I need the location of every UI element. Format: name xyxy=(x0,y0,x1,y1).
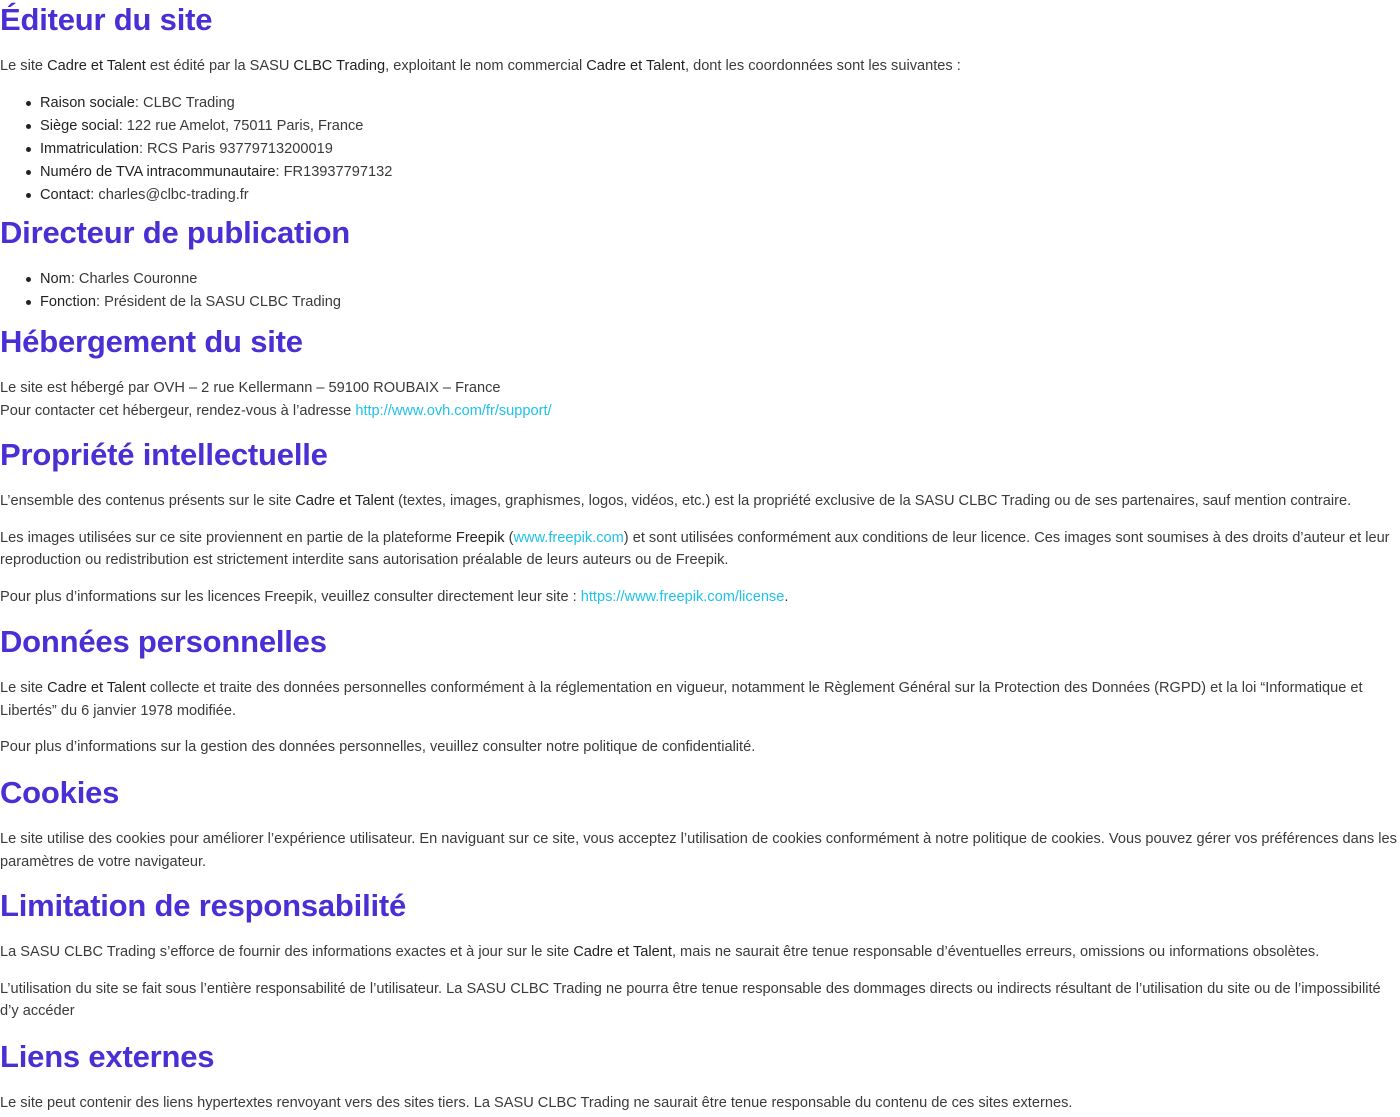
text: Pour plus d’informations sur les licences Freepik, veuillez consulter directement leur site : xyxy=(0,588,581,605)
hosting-address: Le site est hébergé par OVH – 2 rue Kellermann – 59100 ROUBAIX – France xyxy=(0,380,501,396)
section-limitation xyxy=(0,886,1400,1023)
item-label: Numéro de TVA intracommunautaire xyxy=(40,163,276,180)
item-label: Nom xyxy=(40,271,71,287)
item-label: Fonction xyxy=(40,294,96,310)
text: collecte et traite des données personnelles conformément à la réglementation en vigueur, notamment le Règlement Général sur la Protection des Données (RGPD) et la loi “Informatique et Libertés” du 6 janvier 1978 modifiée. xyxy=(0,680,1363,719)
text: . xyxy=(784,588,789,605)
text: est édité par la SASU xyxy=(145,58,294,74)
item-label: Immatriculation xyxy=(40,140,139,157)
donnees-paragraph-1 xyxy=(0,677,1400,722)
propriete-paragraph-3 xyxy=(0,586,1400,609)
brand-name: Cadre et Talent xyxy=(586,58,685,74)
propriete-paragraph-2 xyxy=(0,527,1400,572)
text: (textes, images, graphismes, logos, vidéos, etc.) est la propriété exclusive de la SASU CLBC Trading ou de ses partenaires, sauf mention contraire. xyxy=(394,493,1352,509)
section-hebergement xyxy=(0,322,1400,422)
section-propriete xyxy=(0,435,1400,608)
brand-name: Cadre et Talent xyxy=(47,58,146,74)
item-label: Contact xyxy=(40,186,91,203)
section-directeur xyxy=(0,213,1400,314)
section-editeur xyxy=(0,0,1400,207)
text: Le site xyxy=(0,680,48,696)
text: La SASU CLBC Trading s’efforce de fournir des informations exactes et à jour sur le site xyxy=(0,944,574,960)
heading-hebergement: Hébergement du site xyxy=(0,324,303,359)
item-label: Raison sociale xyxy=(40,94,135,111)
propriete-paragraph-1 xyxy=(0,490,1400,513)
list-item-nom xyxy=(40,268,1400,291)
limitation-paragraph-2: L’utilisation du site se fait sous l’entière responsabilité de l’utilisateur. La SASU CLBC Trading ne pourra être tenue responsable des dommages directs ou indirects résultant de l’utilisation du site ou de l’impossibilité d’y accéder xyxy=(0,980,1381,1019)
item-value: : Président de la SASU CLBC Trading xyxy=(95,294,341,310)
item-value: : FR13937797132 xyxy=(275,163,393,180)
heading-editeur: Éditeur du site xyxy=(0,2,213,37)
heading-donnees: Données personnelles xyxy=(0,624,327,659)
freepik-link[interactable]: www.freepik.com xyxy=(513,529,624,546)
item-value: : 122 rue Amelot, 75011 Paris, France xyxy=(118,117,364,134)
item-value: : RCS Paris 93779713200019 xyxy=(138,140,333,157)
text: L’ensemble des contenus présents sur le site xyxy=(0,493,296,509)
text: , mais ne saurait être tenue responsable d’éventuelles erreurs, omissions ou informations obsolètes. xyxy=(671,944,1320,960)
section-liens xyxy=(0,1037,1400,1115)
text: Pour contacter cet hébergeur, rendez-vous à l’adresse xyxy=(0,402,356,419)
heading-directeur: Directeur de publication xyxy=(0,215,351,250)
list-item-contact xyxy=(40,184,1400,207)
liens-paragraph: Le site peut contenir des liens hypertextes renvoyant vers des sites tiers. La SASU CLBC Trading ne saurait être tenue responsable du contenu de ces sites externes. xyxy=(0,1095,1073,1111)
text: , exploitant le nom commercial xyxy=(385,58,587,74)
ovh-support-link[interactable]: http://www.ovh.com/fr/support/ xyxy=(355,402,552,419)
directeur-list xyxy=(0,268,1400,314)
company-name: CLBC Trading xyxy=(293,58,386,74)
list-item-raison-sociale xyxy=(40,92,1400,115)
text: Le site xyxy=(0,58,48,74)
section-donnees xyxy=(0,622,1400,759)
text: ) et sont utilisées conformément aux conditions de leur licence. Ces images sont soumises à des droits d’auteur et leur reproduction ou redistribution est strictement interdite sans autorisation préalable de leurs auteurs ou de Freepik. xyxy=(0,529,1390,568)
editeur-list xyxy=(0,92,1400,207)
hebergement-text xyxy=(0,377,1400,422)
donnees-paragraph-2: Pour plus d’informations sur la gestion des données personnelles, veuillez consulter notre politique de confidentialité. xyxy=(0,739,756,755)
freepik-license-link[interactable]: https://www.freepik.com/license xyxy=(580,588,785,605)
heading-cookies: Cookies xyxy=(0,775,120,810)
item-value: : CLBC Trading xyxy=(134,94,235,111)
section-cookies xyxy=(0,773,1400,873)
brand-name: Cadre et Talent xyxy=(295,493,395,509)
limitation-paragraph-1 xyxy=(0,941,1400,964)
item-label: Siège social xyxy=(40,117,119,134)
text: ( xyxy=(504,529,514,546)
heading-limitation: Limitation de responsabilité xyxy=(0,888,407,923)
cookies-paragraph: Le site utilise des cookies pour améliorer l’expérience utilisateur. En naviguant sur ce site, vous acceptez l’utilisation de cookies conformément à notre politique de cookies. Vous pouvez gérer vos préférences dans les paramètres de votre navigateur. xyxy=(0,831,1397,870)
brand-name: Cadre et Talent xyxy=(47,680,146,696)
brand-name: Freepik xyxy=(455,529,505,546)
list-item-tva xyxy=(40,161,1400,184)
list-item-fonction xyxy=(40,291,1400,314)
text: , dont les coordonnées sont les suivantes : xyxy=(684,58,961,74)
list-item-immatriculation xyxy=(40,138,1400,161)
brand-name: Cadre et Talent xyxy=(573,944,672,960)
text: Les images utilisées sur ce site proviennent en partie de la plateforme xyxy=(0,529,456,546)
heading-liens: Liens externes xyxy=(0,1039,215,1074)
item-value: : Charles Couronne xyxy=(70,271,198,287)
item-value: : charles@clbc-trading.fr xyxy=(90,186,249,203)
list-item-siege-social xyxy=(40,115,1400,138)
editeur-intro xyxy=(0,55,1400,78)
heading-propriete: Propriété intellectuelle xyxy=(0,437,328,472)
